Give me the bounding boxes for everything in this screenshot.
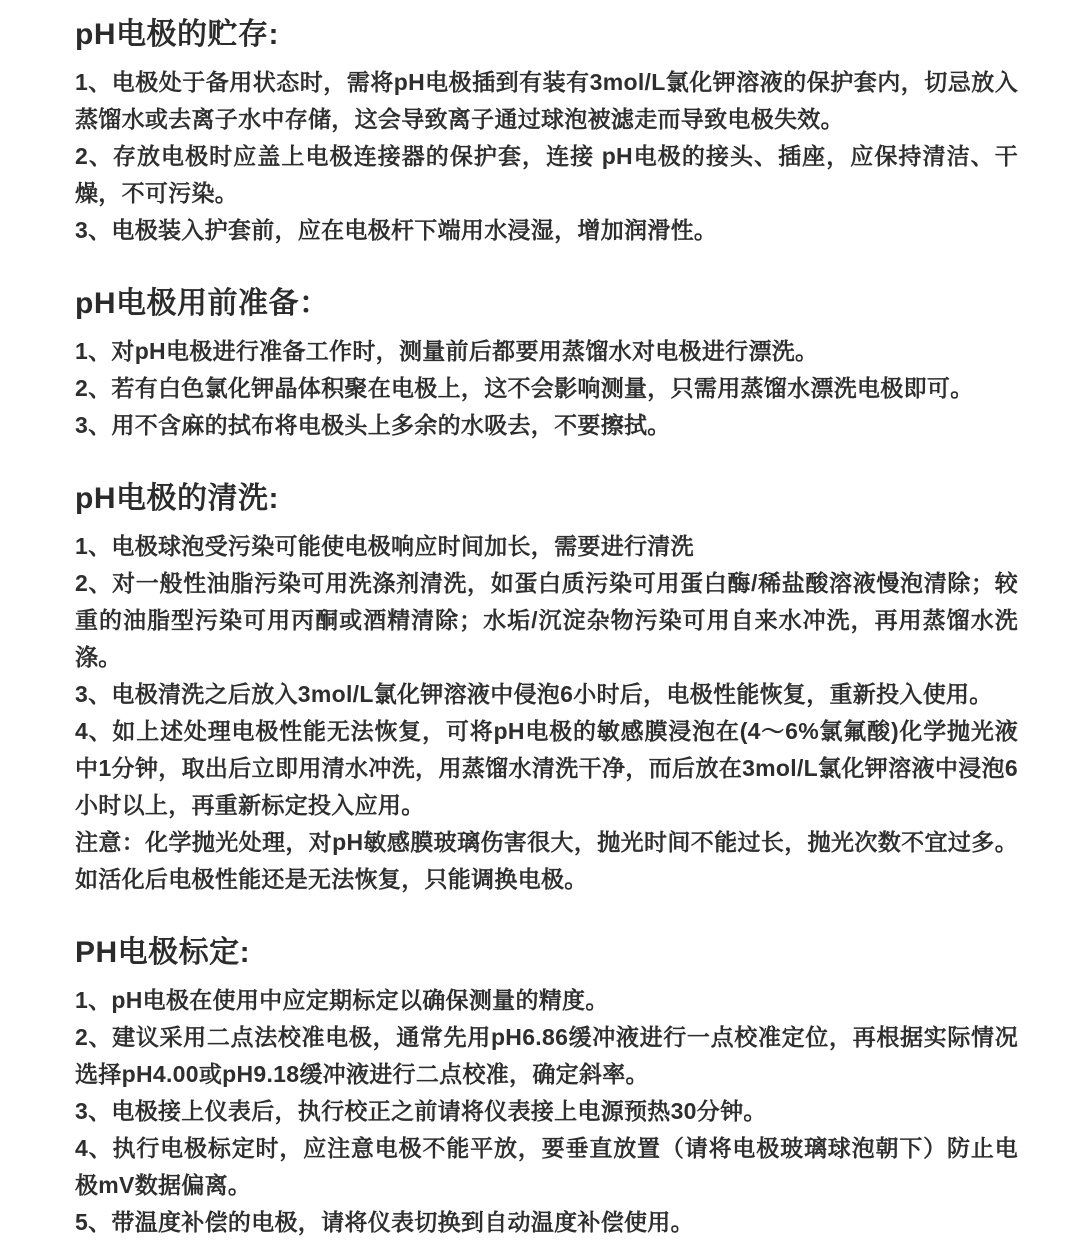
- section-item: 1、对pH电极进行准备工作时，测量前后都要用蒸馏水对电极进行漂洗。: [75, 338, 819, 364]
- section-item: 2、建议采用二点法校准电极，通常先用pH6.86缓冲液进行一点校准定位，再根据实际情况选择pH4.00或pH9.18缓冲液进行二点校准，确定斜率。: [75, 1024, 1018, 1087]
- section-item: 3、用不含麻的拭布将电极头上多余的水吸去，不要擦拭。: [75, 412, 671, 438]
- section-item: 3、电极清洗之后放入3mol/L氯化钾溶液中侵泡6小时后，电极性能恢复，重新投入使用。: [75, 681, 993, 707]
- section-heading: PH电极标定:: [75, 936, 251, 969]
- doc-section: [75, 478, 1018, 898]
- section-heading: pH电极的贮存:: [75, 18, 279, 51]
- doc-section: [75, 932, 1018, 1241]
- section-item: 3、电极装入护套前，应在电极杆下端用水浸湿，增加润滑性。: [75, 217, 718, 243]
- section-item: 1、电极球泡受污染可能使电极响应时间加长，需要进行清洗: [75, 533, 694, 559]
- section-item: 4、执行电极标定时，应注意电极不能平放，要垂直放置（请将电极玻璃球泡朝下）防止电极mV数据偏离。: [75, 1135, 1018, 1198]
- section-item: 1、电极处于备用状态时，需将pH电极插到有装有3mol/L氯化钾溶液的保护套内，切忌放入蒸馏水或去离子水中存储，这会导致离子通过球泡被滤走而导致电极失效。: [75, 69, 1018, 132]
- doc-section: [75, 14, 1018, 249]
- section-item: 5、带温度补偿的电极，请将仪表切换到自动温度补偿使用。: [75, 1209, 694, 1235]
- section-heading: pH电极用前准备：: [75, 287, 330, 320]
- section-item: 2、存放电极时应盖上电极连接器的保护套，连接 pH电极的接头、插座，应保持清洁、干燥，不可污染。: [75, 143, 1018, 206]
- section-item: 2、若有白色氯化钾晶体积聚在电极上，这不会影响测量，只需用蒸馏水漂洗电极即可。: [75, 375, 974, 401]
- section-item: 2、对一般性油脂污染可用洗涤剂清洗，如蛋白质污染可用蛋白酶/稀盐酸溶液慢泡清除；较重的油脂型污染可用丙酮或酒精清除；水垢/沉淀杂物污染可用自来水冲洗，再用蒸馏水洗涤。: [75, 570, 1018, 670]
- section-item: 1、pH电极在使用中应定期标定以确保测量的精度。: [75, 987, 609, 1013]
- section-heading: pH电极的清洗:: [75, 482, 279, 515]
- section-item: 4、如上述处理电极性能无法恢复，可将pH电极的敏感膜浸泡在(4～6%氯氟酸)化学抛光液中1分钟，取出后立即用清水冲洗，用蒸馏水清洗干净，而后放在3mol/L氯化钾溶液中浸泡6小时以上，再重新标定投入应用。: [75, 718, 1018, 818]
- section-item: 注意：化学抛光处理，对pH敏感膜玻璃伤害很大，抛光时间不能过长，抛光次数不宜过多。如活化后电极性能还是无法恢复，只能调换电极。: [75, 829, 1018, 892]
- doc-section: [75, 283, 1018, 444]
- section-item: 3、电极接上仪表后，执行校正之前请将仪表接上电源预热30分钟。: [75, 1098, 767, 1124]
